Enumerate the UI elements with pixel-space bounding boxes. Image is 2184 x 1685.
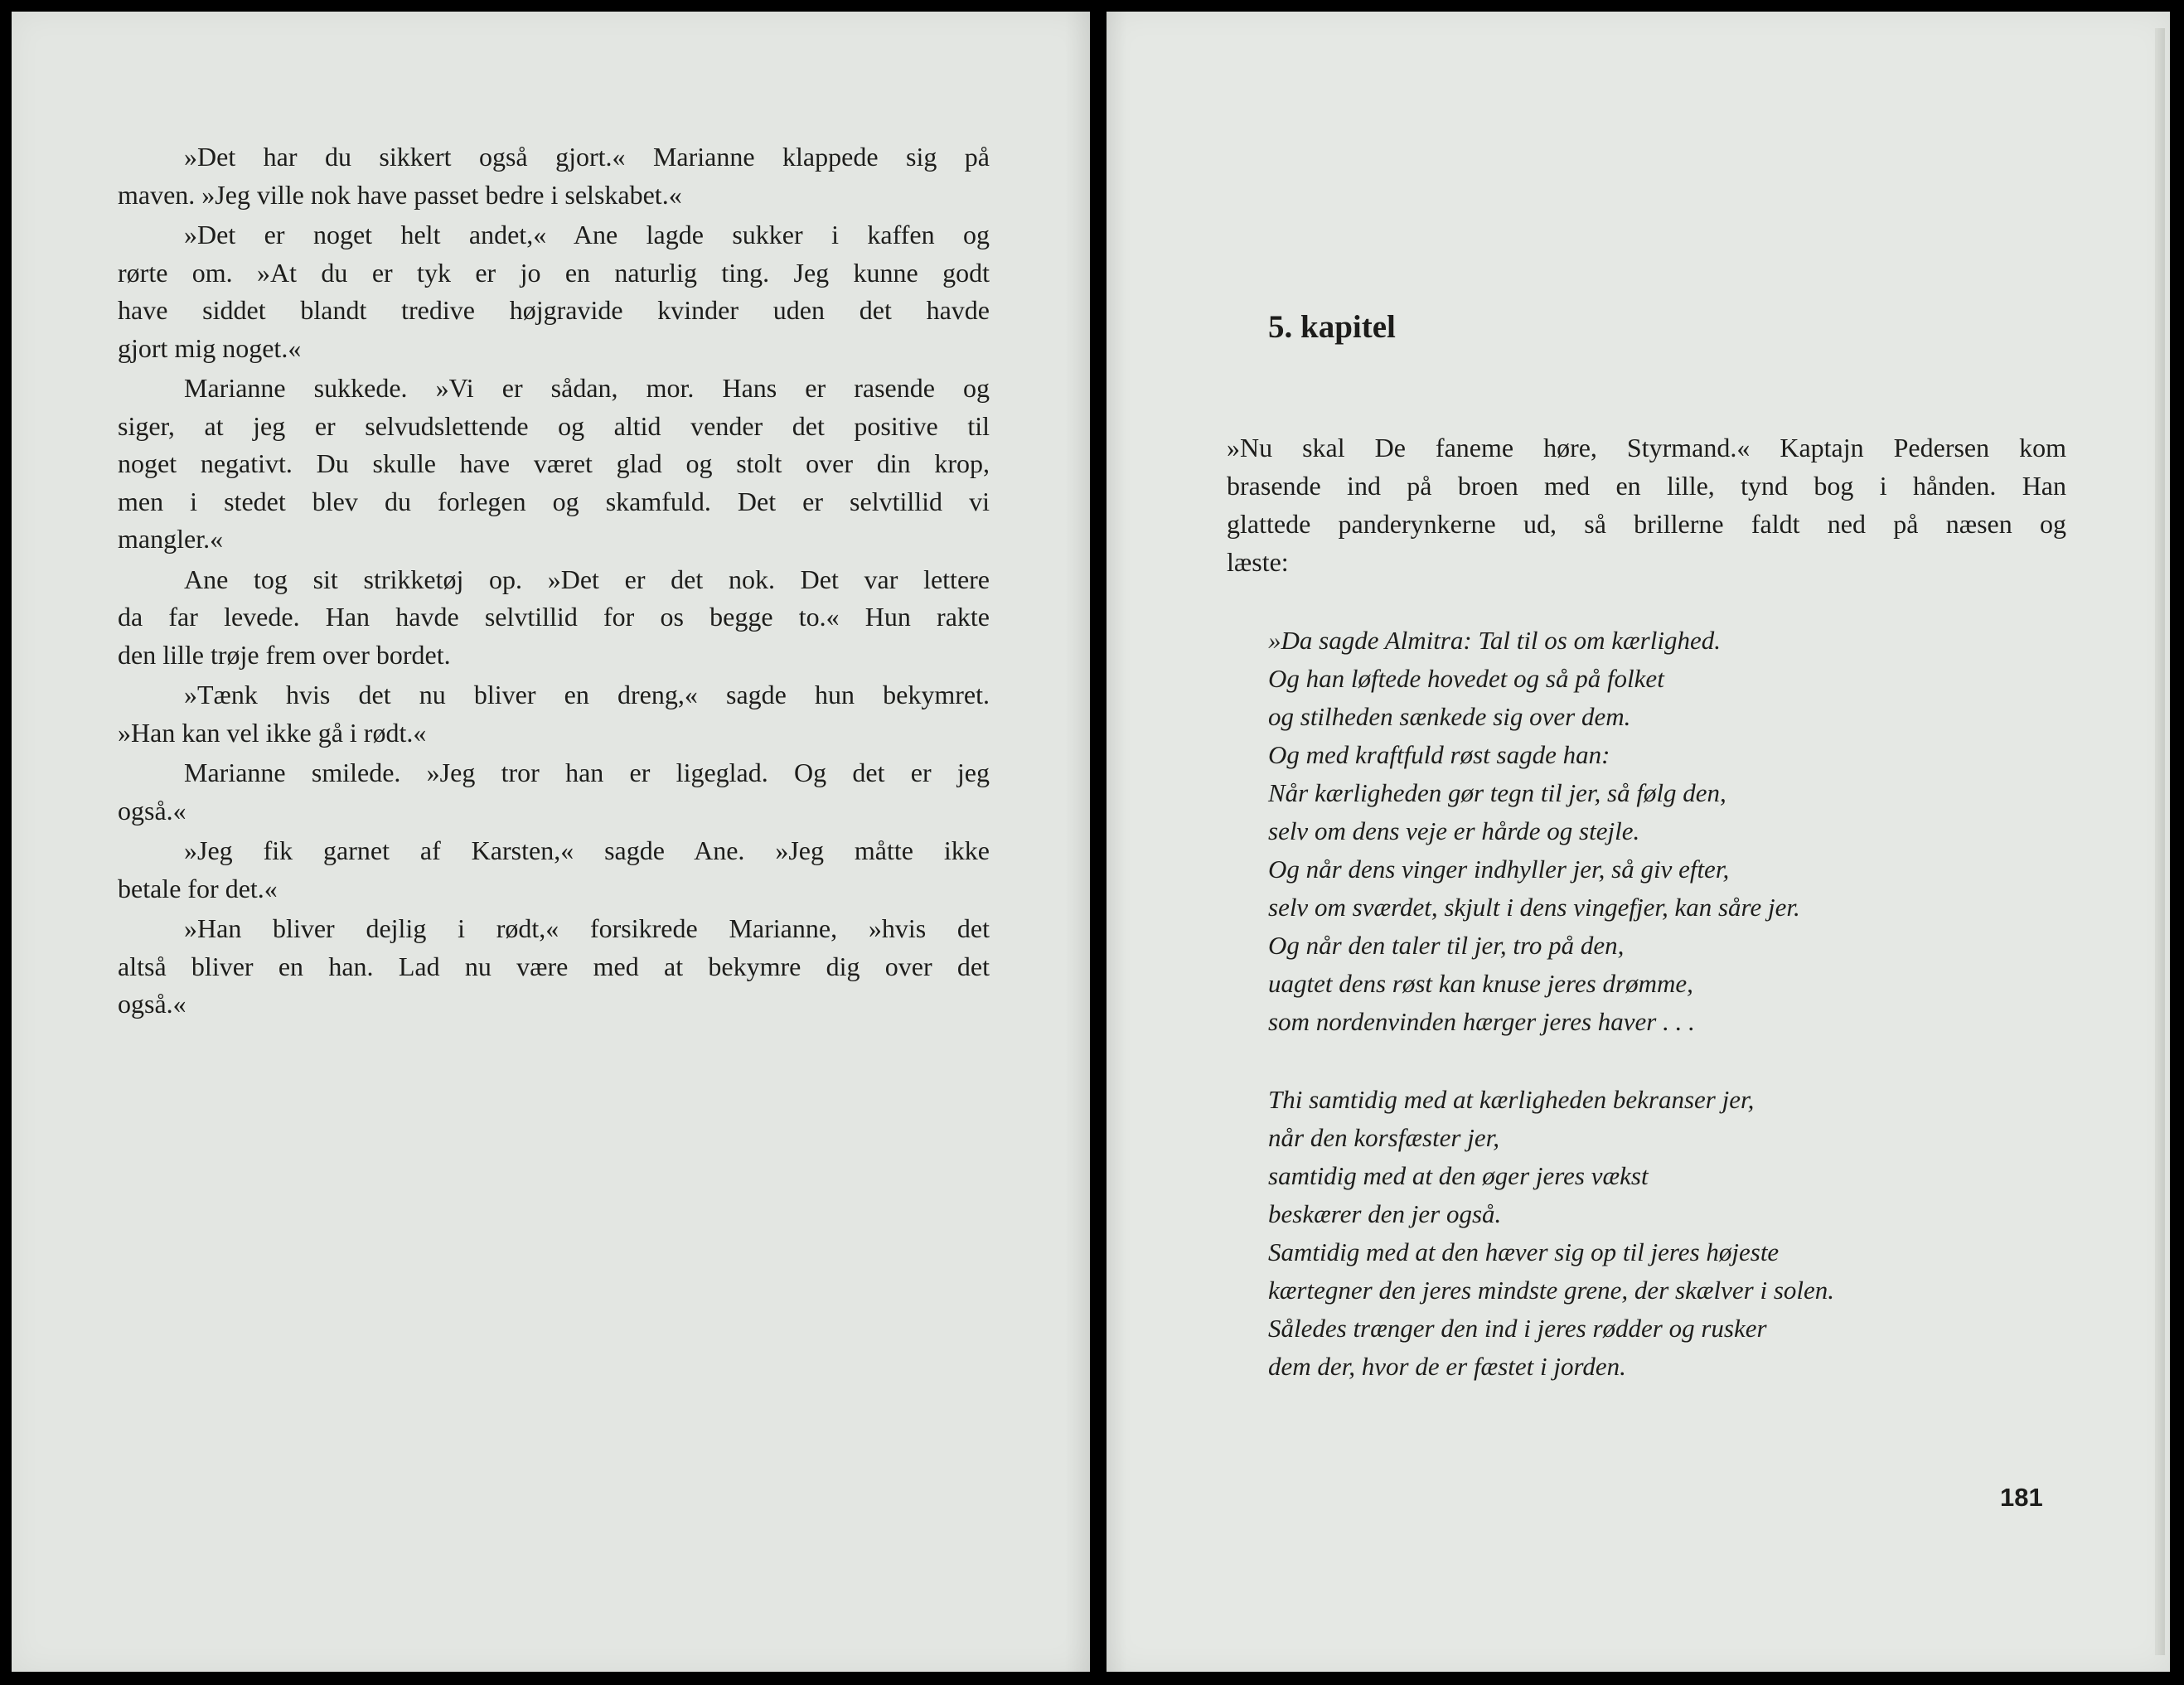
text-line: »Tænk hvis det nu bliver en dreng,« sagde hun bekymret.	[184, 680, 990, 709]
left-page	[12, 12, 1090, 1672]
text-line: »Det har du sikkert også gjort.« Marianne klappede sig på	[184, 142, 990, 172]
page-number: 181	[2000, 1483, 2043, 1512]
text-line: Marianne sukkede. »Vi er sådan, mor. Hans er rasende og	[184, 373, 990, 403]
paragraph	[118, 370, 990, 559]
text-line: altså bliver en han. Lad nu være med at bekymre dig over det	[118, 951, 990, 981]
page-edge	[2155, 28, 2165, 1655]
paragraph	[118, 676, 990, 752]
poem-line: selv om sværdet, skjult i dens vingefjer, kan såre jer.	[1268, 893, 1800, 922]
left-page-text	[118, 138, 990, 1026]
text-line: også.«	[118, 795, 186, 826]
text-line: den lille trøje frem over bordet.	[118, 639, 451, 670]
paragraph	[118, 561, 990, 675]
text-line: siger, at jeg er selvudslettende og altid vender det positive til	[118, 410, 990, 441]
text-line: have siddet blandt tredive højgravide kvinder uden det havde	[118, 295, 990, 325]
poem-line: samtidig med at den øger jeres vækst	[1268, 1161, 1649, 1190]
poem-line: Og han løftede hovedet og så på folket	[1268, 664, 1664, 693]
text-line: brasende ind på broen med en lille, tynd bog i hånden. Han	[1227, 471, 2066, 501]
text-line: rørte om. »At du er tyk er jo en naturlig ting. Jeg kunne godt	[118, 257, 990, 288]
text-line: glattede panderynkerne ud, så brillerne faldt ned på næsen og	[1227, 509, 2066, 539]
poem-line: Når kærligheden gør tegn til jer, så følg den,	[1268, 778, 1726, 807]
text-line: mangler.«	[118, 524, 224, 554]
poem-line: Thi samtidig med at kærligheden bekranser jer,	[1268, 1085, 1755, 1114]
text-line: da far levede. Han havde selvtillid for os begge to.« Hun rakte	[118, 602, 990, 632]
text-line: maven. »Jeg ville nok have passet bedre i selskabet.«	[118, 179, 682, 210]
poem-line: beskærer den jer også.	[1268, 1199, 1502, 1228]
poem-line: Således trænger den ind i jeres rødder og rusker	[1268, 1314, 1767, 1343]
paragraph	[118, 138, 990, 214]
text-line: »Han bliver dejlig i rødt,« forsikrede Marianne, »hvis det	[184, 913, 990, 943]
text-line: »Det er noget helt andet,« Ane lagde sukker i kaffen og	[184, 220, 990, 249]
poem-line: uagtet dens røst kan knuse jeres drømme,	[1268, 969, 1693, 998]
poem-line: selv om dens veje er hårde og stejle.	[1268, 816, 1640, 845]
text-line: gjort mig noget.«	[118, 332, 302, 363]
text-line: noget negativt. Du skulle have været glad og stolt over din krop,	[118, 448, 990, 478]
poem-line: Og med kraftfuld røst sagde han:	[1268, 740, 1610, 769]
poem-stanza-2	[1268, 1081, 1834, 1386]
chapter-title: 5. kapitel	[1268, 309, 1396, 345]
chapter-intro-paragraph	[1227, 429, 2066, 581]
text-line: »Nu skal De faneme høre, Styrmand.« Kaptajn Pedersen kom	[1227, 433, 2066, 462]
paragraph	[118, 216, 990, 367]
poem-line: »Da sagde Almitra: Tal til os om kærlighed.	[1268, 626, 1721, 655]
spine-shadow	[1107, 12, 1126, 1672]
text-line: læste:	[1227, 547, 1289, 577]
poem-line: som nordenvinden hærger jeres haver . . .	[1268, 1007, 1695, 1036]
right-page	[1107, 12, 2170, 1672]
poem-line: kærtegner den jeres mindste grene, der skælver i solen.	[1268, 1276, 1834, 1305]
text-line: men i stedet blev du forlegen og skamfuld. Det er selvtillid vi	[118, 486, 990, 516]
poem-line: Og når dens vinger indhyller jer, så giv efter,	[1268, 855, 1730, 884]
text-line: »Han kan vel ikke gå i rødt.«	[118, 717, 427, 748]
text-line: Ane tog sit strikketøj op. »Det er det nok. Det var lettere	[184, 564, 990, 594]
poem-line: dem der, hvor de er fæstet i jorden.	[1268, 1352, 1626, 1381]
poem-stanza-1	[1268, 622, 1800, 1041]
poem-line: når den korsfæster jer,	[1268, 1123, 1499, 1152]
paragraph	[118, 754, 990, 830]
spine-shadow	[1065, 12, 1090, 1672]
text-line: Marianne smilede. »Jeg tror han er ligeglad. Og det er jeg	[184, 758, 990, 787]
text-line: betale for det.«	[118, 873, 278, 903]
poem-line: Og når den taler til jer, tro på den,	[1268, 931, 1625, 960]
paragraph	[118, 910, 990, 1024]
text-line: også.«	[118, 989, 186, 1019]
poem-line: Samtidig med at den hæver sig op til jeres højeste	[1268, 1237, 1780, 1266]
text-line: »Jeg fik garnet af Karsten,« sagde Ane. »Jeg måtte ikke	[184, 835, 990, 865]
poem-line: og stilheden sænkede sig over dem.	[1268, 702, 1631, 731]
paragraph	[118, 832, 990, 908]
